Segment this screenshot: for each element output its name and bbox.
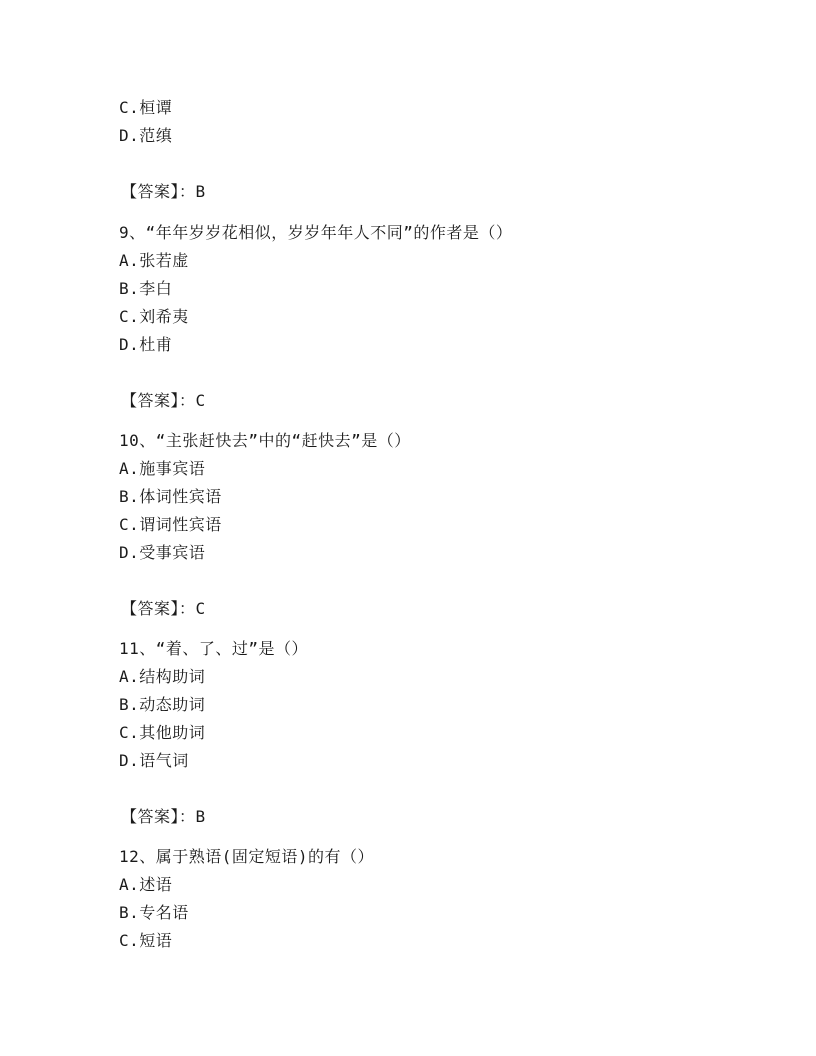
option-a: A.结构助词 [119, 667, 206, 686]
option-c: C.刘希夷 [119, 307, 189, 326]
option-b: B.专名语 [119, 903, 189, 922]
question-stem: 11、“着、了、过”是（） [119, 639, 309, 658]
answer-label: 【答案】：C [121, 391, 206, 410]
option-c: C.谓词性宾语 [119, 515, 222, 534]
question-stem: 10、“主张赶快去”中的“赶快去”是（） [119, 431, 411, 450]
option-a: A.施事宾语 [119, 459, 206, 478]
option-b: B.体词性宾语 [119, 487, 222, 506]
answer-label: 【答案】：B [121, 182, 206, 201]
question-stem: 9、“年年岁岁花相似，岁岁年年人不同”的作者是（） [119, 223, 513, 242]
option-a: A.张若虚 [119, 251, 189, 270]
option-c: C.短语 [119, 931, 173, 950]
option-d: D.受事宾语 [119, 543, 206, 562]
option-c: C.其他助词 [119, 723, 206, 742]
answer-label: 【答案】：B [121, 807, 206, 826]
option-d: D.范缜 [119, 126, 173, 145]
option-b: B.动态助词 [119, 695, 206, 714]
answer-label: 【答案】：C [121, 599, 206, 618]
option-b: B.李白 [119, 279, 173, 298]
option-c: C.桓谭 [119, 98, 173, 117]
option-a: A.述语 [119, 875, 173, 894]
option-d: D.杜甫 [119, 335, 173, 354]
question-stem: 12、属于熟语(固定短语)的有（） [119, 847, 375, 866]
option-d: D.语气词 [119, 751, 189, 770]
